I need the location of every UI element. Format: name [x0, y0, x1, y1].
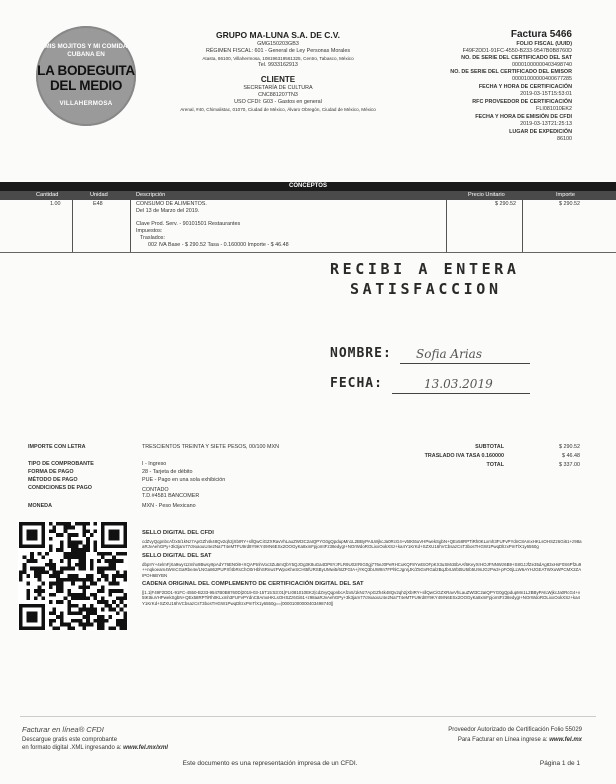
footer-invoice-text: Para Facturar en Línea ingrese a:: [457, 737, 550, 743]
footer-download-2: [22, 745, 168, 752]
subtotal-label: SUBTOTAL: [475, 444, 504, 450]
place-value: 86100: [557, 136, 572, 142]
desc-line-4: Impuestos:: [136, 228, 163, 234]
folio-value: F49F2DD1-91FC-4550-B233-9547B0B8760D: [462, 48, 572, 54]
footer-provider: Proveedor Autorizado de Certificación Folio 55029: [448, 727, 582, 733]
sat-seal-label: SELLO DIGITAL DEL SAT: [142, 552, 212, 559]
page-number: Página 1 de 1: [539, 760, 580, 767]
desc-line-1: CONSUMO DE ALIMENTOS.: [136, 201, 207, 207]
stamp-line-1: RECIBI A ENTERA: [330, 260, 520, 278]
cfdi-seal-value: cdZvyQqpnbcAfzx5/1kNz7ApGZh4k48Qv2qh2jXbIRY+sllQwCiGZXRavVhLauZWt3C2aIQPYG0gQpdupMn1L2BByPAILWjkcJa0RcG4+v5tKt6uVHPwekSgbN+QEx58RPTiRh0KLxmh3FUFvPYdnC8AmxHKLsOHSZz6Gi61+z98aaRJvAehGPy+3k3jam77c9oaouU4e2Na7T4eMTFU9rd8Y9KY49rN6ESx2OOGyKa8xmFpjomtFz38edygI+NOrWdoROLixxOokXSz+ka4Y1KrKd+SZXU16hVCbsazCsT3bosTHGW1PwqDlIzxPmTlX1y6550g: [142, 539, 582, 550]
row-unit: E48: [93, 201, 103, 207]
row-description: [136, 201, 436, 249]
concepts-header: [0, 191, 616, 200]
footer-xml-link[interactable]: www.fel.mx/xml: [123, 745, 168, 751]
cfdi-seal-label: SELLO DIGITAL DEL CFDI: [142, 530, 214, 536]
pac-label: RFC PROVEEDOR DE CERTIFICACIÓN: [472, 99, 572, 105]
tax-label: TRASLADO IVA TASA 0.160000: [424, 453, 504, 459]
col-quantity: Cantidad: [36, 192, 59, 198]
amount-letter-value: TRESCIENTOS TREINTA Y SIETE PESOS, 00/100 MXN: [142, 444, 280, 450]
seals-block: [142, 530, 582, 606]
issuer-rfc: GMG150203GB3: [257, 41, 299, 47]
client-name: SECRETARÍA DE CULTURA: [243, 85, 313, 91]
method-label: MÉTODO DE PAGO: [28, 477, 78, 483]
col-description: Descripción: [136, 192, 166, 198]
currency-value: MXN - Peso Mexicano: [142, 503, 196, 509]
chain-value: ||1.1|F49F2DD1-91FC-4550-B233-9547B0B8760D|2019-03-15T15:53:01|FLI081010EK2|cdZvyQqpnbcAfzx5/1kNz7ApGZh4k48Qv2qh2jXbIRY+sllQwCiGZXRavVhLauZWt3C2aIQPYG0gQpdupMn1L2BByPAILWjkcJa0RcG4+v5tKt6uVHPwekSgbN+QEx58RPTiRh0KLxmh3FUFvPYdnC8AmxHKLsOHSZz6Gi61+z98aaRJvAehGPy+3k3jam77c9oaouU4e2Na7T4eMTFU9rd8Y9KY49rN6ESx2OOGyKa8xmFpjomtFz38edygI+NOrWdoROLixxOokXSz+ka4Y1KrKd+SZXU16hVCbsazCsT3bosTHGW1PwqDlIzxPmTlX1y6550g==|00001000000403498740||: [142, 590, 581, 606]
cert-date-value: 2019-03-15T15:53:01: [520, 91, 572, 97]
currency-label: MONEDA: [28, 503, 52, 509]
col-unit-price: Precio Unitario: [468, 192, 505, 198]
place-label: LUGAR DE EXPEDICIÓN: [509, 129, 572, 135]
col-amount: Importe: [556, 192, 575, 198]
type-value: I - Ingreso: [142, 461, 167, 467]
client-rfc: CNC881207TN3: [258, 92, 298, 98]
tax-value: $ 46.48: [562, 453, 580, 459]
logo-name: LA BODEGUITA DEL MEDIO: [37, 63, 135, 93]
total-value: $ 337.00: [559, 462, 580, 468]
sat-cert-value: 00001000000403498740: [512, 62, 572, 68]
conditions-label: CONDICIONES DE PAGO: [28, 485, 92, 491]
desc-line-5: Traslados:: [140, 235, 165, 241]
issuer-block: [178, 30, 378, 69]
col-unit: Unidad: [90, 192, 108, 198]
method-value: PUE - Pago en una sola exhibición: [142, 477, 226, 483]
type-label: TIPO DE COMPROBANTE: [28, 461, 94, 467]
footer-download-1: Descargue gratis este comprobante: [22, 737, 118, 743]
logo-tagline: MIS MOJITOS Y MI COMIDA CUBANA EN: [44, 43, 128, 58]
invoice-title: Factura 5466: [510, 29, 572, 40]
row-unit-price: $ 290.52: [495, 201, 516, 207]
stamp-name-value: Sofia Arias: [416, 347, 482, 361]
logo-city: VILLAHERMOSA: [59, 100, 113, 107]
conditions-value: CONTADO: [142, 487, 169, 493]
invoice-meta: [400, 28, 572, 143]
sat-seal-value: dbpIIY+4elmFjXa9wyI12mhx9Bwsy9pAdY76EN0i9+XQAPtnhVoc3Zu5mQbY5QJOg3K8uGa4DP8YJFLR9U02rRIG0gj776eJ0PeRHCuKQF8YwtSOFpKX3uSMcBbAAf6KeyXrHOJFNNWz6B9+S8GJJfZe35dAg83xHsF0S6Pf2u9++nqkoeam4WmCGaRbe4e/LNGa862PUPXf4bRsChO0rHbhSRnwzFWpoKheSCHt5fURSByUMwi5/6IZFGtA+jYKQ3bUW8n7FPhlCJgnrjJK/Z5GvRGal2BqJbrLWbt5U5Ib5U9nJGzPw3+pFO0jLLW6AYHJGEATWXuWPCMX2ZAIPOH6BYBN: [142, 561, 582, 578]
issuer-phone: Tel. 9933162913: [258, 62, 298, 68]
emit-date-label: FECHA Y HORA DE EMISIÓN DE CFDI: [475, 114, 572, 120]
footer-brand: Facturar en línea® CFDI: [22, 725, 104, 734]
desc-line-3: Clave Prod. Serv. - 90101501 Restaurantes: [136, 221, 241, 227]
stamp-date-label: FECHA:: [330, 376, 383, 391]
form-value: 28 - Tarjeta de débito: [142, 469, 193, 475]
amount-letter-label: IMPORTE CON LETRA: [28, 444, 86, 450]
company-logo: [36, 26, 136, 126]
subtotal-value: $ 290.52: [559, 444, 580, 450]
folio-label: FOLIO FISCAL (UUID): [516, 41, 572, 47]
issuer-regime: RÉGIMEN FISCAL: 601 - General de Ley Personas Morales: [205, 48, 351, 54]
desc-line-6: 002 IVA Base - $ 290.52 Tasa - 0.160000 Importe - $ 46.48: [148, 242, 289, 248]
desc-line-2: Del 13 de Marzo del 2019.: [136, 208, 200, 214]
footer-disclaimer: Este documento es una representación impresa de un CFDI.: [182, 760, 358, 767]
chain-label: CADENA ORIGINAL DEL COMPLEMENTO DE CERTIFICACIÓN DIGITAL DEL SAT: [142, 581, 364, 588]
issuer-cert-label: NO. DE SERIE DEL CERTIFICADO DEL EMISOR: [450, 69, 572, 75]
emit-date-value: 2019-03-13T21:25:13: [520, 121, 572, 127]
row-qty: 1.00: [50, 201, 61, 207]
stamp-line-2: SATISFACCION: [350, 280, 502, 298]
footer-fel-link[interactable]: www.fel.mx: [549, 737, 582, 743]
client-use: USO CFDI: G03 - Gastos en general: [234, 99, 322, 105]
concepts-bar: CONCEPTOS: [0, 182, 616, 191]
issuer-address: Atasta, 86100, Villahermosa, 108196319561325, Centro, Tabasco, México: [202, 56, 354, 61]
footer-invoice-online: [380, 737, 582, 744]
stamp-name-label: NOMBRE:: [330, 346, 392, 361]
form-label: FORMA DE PAGO: [28, 469, 74, 475]
sat-cert-label: NO. DE SERIE DEL CERTIFICADO DEL SAT: [461, 55, 572, 61]
client-address: Arenal, #40, Chimalistac, 01070, Ciudad de México, Álvaro Obregón, Ciudad de México, México: [180, 107, 376, 112]
issuer-name: GRUPO MA-LUNA S.A. DE C.V.: [215, 30, 341, 40]
issuer-cert-value: 00001000000400677285: [512, 76, 572, 82]
cert-date-label: FECHA Y HORA DE CERTIFICACIÓN: [478, 84, 572, 90]
total-label: TOTAL: [486, 462, 504, 468]
client-block: [178, 75, 378, 113]
stamp-date-value: 13.03.2019: [424, 377, 493, 391]
row-amount: $ 290.52: [559, 201, 580, 207]
qr-code: [18, 522, 128, 630]
client-heading: CLIENTE: [260, 75, 296, 84]
pac-value: FLI081010EK2: [536, 106, 572, 112]
conditions-value-2: T.D.#4581 BANCOMER: [142, 493, 200, 499]
footer-download-text: en formato digital .XML ingresando a:: [22, 745, 124, 751]
